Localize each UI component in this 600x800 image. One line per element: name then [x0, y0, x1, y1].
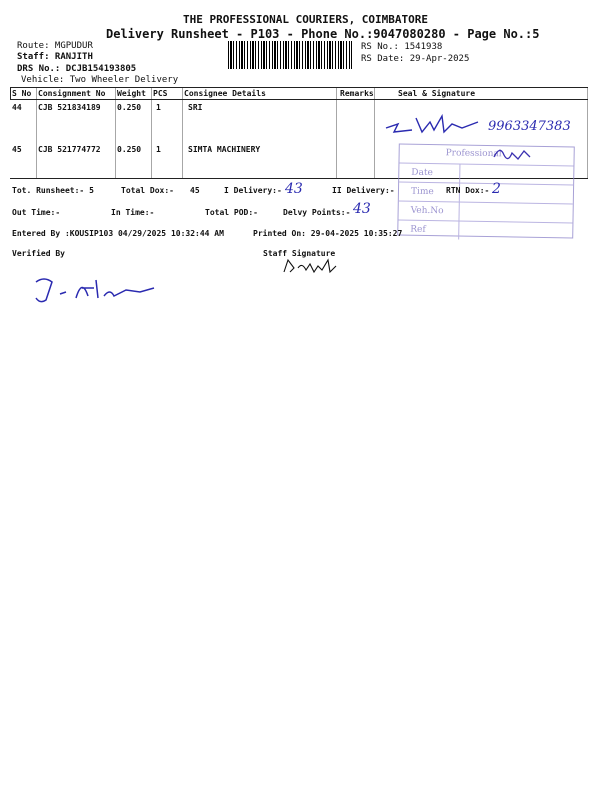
- table-divider: [115, 87, 116, 178]
- table-divider: [374, 87, 375, 178]
- ii-delivery-label: II Delivery:-: [332, 186, 395, 195]
- row1-consignee: SRI: [188, 103, 203, 112]
- stamp-date-label: Date: [411, 167, 433, 179]
- verified-by-label: Verified By: [12, 249, 65, 258]
- drs-number: DRS No.: DCJB154193805: [17, 64, 137, 74]
- vehicle-label: Vehicle: Two Wheeler Delivery: [21, 75, 179, 85]
- rs-date: RS Date: 29-Apr-2025: [361, 54, 470, 64]
- stamp-title: Professional: [445, 148, 502, 160]
- col-header-weight: Weight: [117, 89, 146, 98]
- barcode: [228, 41, 352, 69]
- out-time: Out Time:-: [12, 208, 61, 217]
- entered-by: Entered By :KOUSIP103 04/29/2025 10:32:44 AM: [12, 229, 224, 238]
- table-divider: [36, 87, 37, 178]
- stamp-signature: [490, 143, 538, 165]
- row2-weight: 0.250: [117, 145, 142, 154]
- col-header-consignment: Consignment No: [38, 89, 106, 98]
- tot-runsheet: Tot. Runsheet:- 5: [12, 186, 94, 195]
- row1-sno: 44: [12, 103, 22, 112]
- total-pod: Total POD:-: [205, 208, 258, 217]
- runsheet-title: Delivery Runsheet - P103 - Phone No.:9047080280 - Page No.:5: [106, 27, 540, 41]
- row1-pcs: 1: [156, 103, 161, 112]
- stamp-ref-label: Ref: [410, 224, 426, 235]
- route-label: Route: MGPUDUR: [17, 41, 93, 51]
- staff-signature: [280, 256, 345, 278]
- staff-signature-label: Staff Signature: [263, 249, 336, 258]
- row2-consignee: SIMTA MACHINERY: [188, 145, 261, 154]
- table-divider: [182, 87, 183, 178]
- i-delivery-value: 43: [285, 181, 303, 197]
- table-divider: [151, 87, 152, 178]
- in-time: In Time:-: [111, 208, 155, 217]
- rs-number: RS No.: 1541938: [361, 42, 443, 52]
- delvy-points-label: Delvy Points:-: [283, 208, 351, 217]
- company-title: THE PROFESSIONAL COURIERS, COIMBATORE: [183, 13, 429, 26]
- rtn-dox-label: RTN Dox:-: [446, 186, 490, 195]
- col-header-pcs: PCS: [153, 89, 168, 98]
- rtn-dox-value: 2: [492, 181, 501, 197]
- col-header-remarks: Remarks: [340, 89, 374, 98]
- delvy-points-value: 43: [353, 201, 371, 217]
- row1-consignment: CJB 521834189: [38, 103, 101, 112]
- total-dox-value: 45: [190, 186, 200, 195]
- i-delivery-label: I Delivery:-: [224, 186, 282, 195]
- verifier-signature: [30, 270, 160, 308]
- stamp-time-label: Time: [410, 186, 434, 198]
- stamp-row: [398, 220, 572, 241]
- table-divider: [336, 87, 337, 178]
- col-header-seal: Seal & Signature: [398, 89, 476, 98]
- col-header-sno: S No: [12, 89, 32, 98]
- row2-pcs: 1: [156, 145, 161, 154]
- total-dox-label: Total Dox:-: [121, 186, 174, 195]
- table-top-rule: [10, 87, 588, 88]
- row1-weight: 0.250: [117, 103, 142, 112]
- table-divider: [587, 87, 588, 178]
- row1-phone-handwritten: 9963347383: [488, 119, 571, 134]
- row2-consignment: CJB 521774772: [38, 145, 101, 154]
- stamp-veh-label: Veh.No: [410, 205, 444, 217]
- table-divider: [10, 87, 11, 99]
- staff-label: Staff: RANJITH: [17, 52, 93, 62]
- row2-sno: 45: [12, 145, 22, 154]
- table-header-rule: [10, 99, 588, 100]
- printed-on: Printed On: 29-04-2025 10:35:27: [253, 229, 403, 238]
- col-header-consignee: Consignee Details: [184, 89, 266, 98]
- row1-signature: [382, 110, 487, 138]
